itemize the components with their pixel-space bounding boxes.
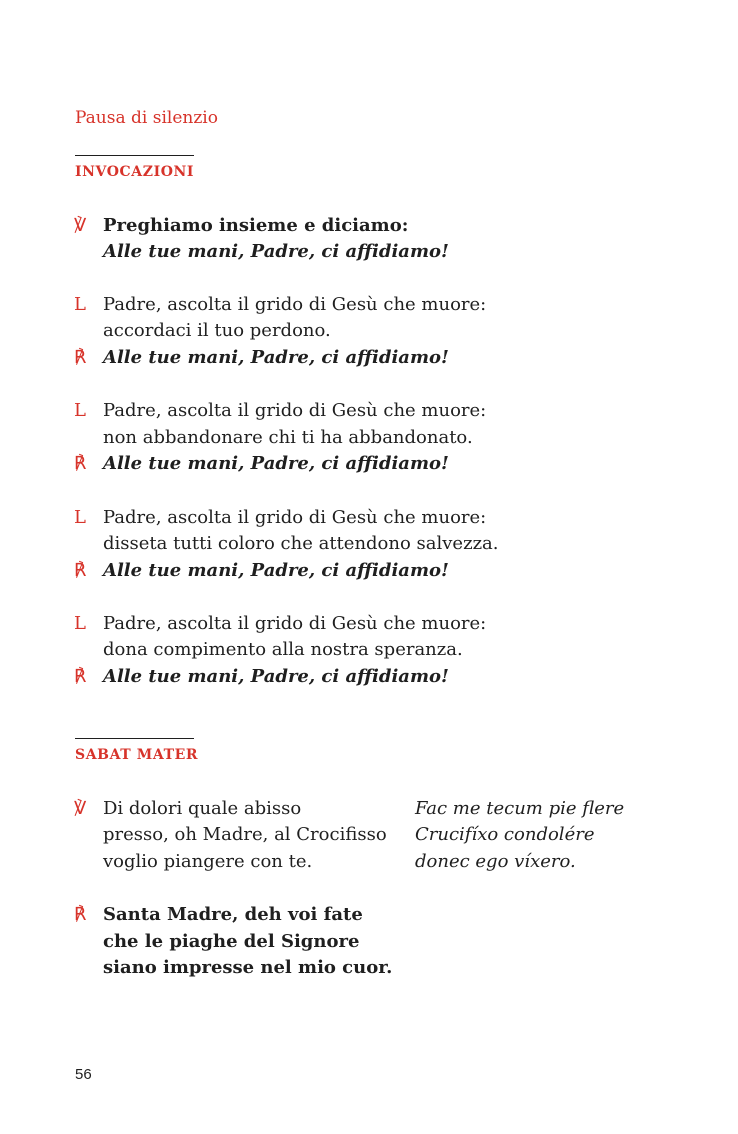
lector-symbol: L (74, 294, 86, 315)
lector-symbol: L (74, 613, 86, 634)
latin-line: donec ego víxero. (415, 851, 576, 872)
section-heading-invocazioni: INVOCAZIONI (75, 164, 195, 180)
latin-line: Fac me tecum pie flere (415, 798, 625, 819)
latin-line: Crucifíxo condolére (415, 824, 595, 845)
versicle-symbol: ℣ (74, 215, 87, 236)
response-symbol: ℟ (74, 453, 87, 474)
section-heading-sabat-mater: SABAT MATER (75, 747, 199, 763)
invocation-line: Padre, ascolta il grido di Gesù che muore: (103, 400, 487, 421)
verse-line: presso, oh Madre, al Crocifisso (103, 824, 387, 845)
section-rule (75, 155, 194, 156)
invocation-line: non abbandonare chi ti ha abbandonato. (103, 427, 473, 448)
invocation-line: accordaci il tuo perdono. (103, 320, 331, 341)
response-symbol: ℟ (74, 666, 87, 687)
invocation-line: Padre, ascolta il grido di Gesù che muore: (103, 294, 487, 315)
invocation-line: Padre, ascolta il grido di Gesù che muore: (103, 507, 487, 528)
invocation-line: dona compimento alla nostra speranza. (103, 639, 463, 660)
response-line: Alle tue mani, Padre, ci affidiamo! (103, 666, 449, 687)
response-line: Alle tue mani, Padre, ci affidiamo! (103, 453, 449, 474)
verse-line: voglio piangere con te. (103, 851, 313, 872)
pausa-note: Pausa di silenzio (75, 108, 218, 128)
page-number: 56 (75, 1066, 92, 1083)
response-line: siano impresse nel mio cuor. (103, 957, 393, 978)
intro-line: Preghiamo insieme e diciamo: (103, 215, 409, 236)
response-symbol: ℟ (74, 560, 87, 581)
response-line: che le piaghe del Signore (103, 931, 360, 952)
invocation-line: Padre, ascolta il grido di Gesù che muore: (103, 613, 487, 634)
verse-line: Di dolori quale abisso (103, 798, 302, 819)
response-symbol: ℟ (74, 347, 87, 368)
invocation-line: disseta tutti coloro che attendono salvezza. (103, 533, 499, 554)
response-line: Alle tue mani, Padre, ci affidiamo! (103, 560, 449, 581)
intro-response: Alle tue mani, Padre, ci affidiamo! (103, 241, 449, 262)
lector-symbol: L (74, 400, 86, 421)
response-symbol: ℟ (74, 904, 87, 925)
section-rule (75, 738, 194, 739)
response-line: Alle tue mani, Padre, ci affidiamo! (103, 347, 449, 368)
versicle-symbol: ℣ (74, 798, 87, 819)
response-line: Santa Madre, deh voi fate (103, 904, 363, 925)
lector-symbol: L (74, 507, 86, 528)
